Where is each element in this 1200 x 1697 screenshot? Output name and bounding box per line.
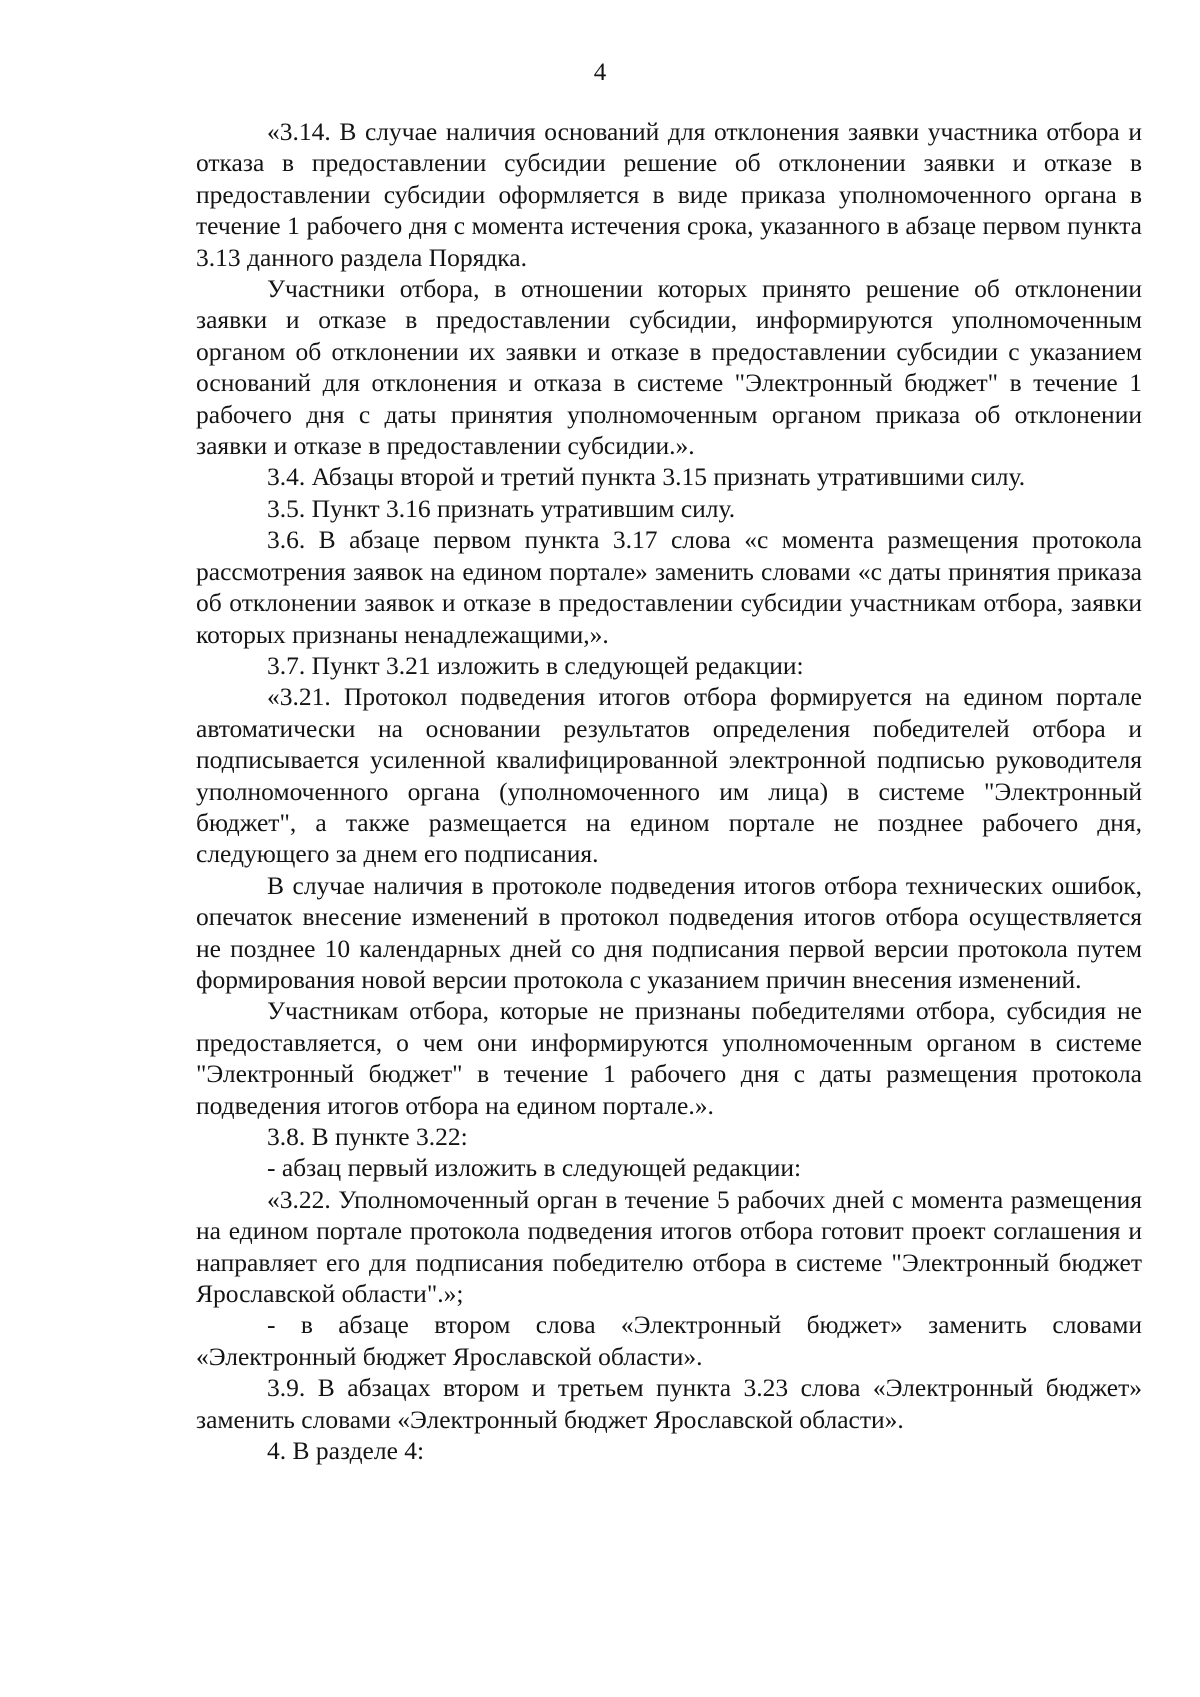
paragraph: 3.8. В пункте 3.22: bbox=[267, 1122, 468, 1151]
paragraph: 4. В разделе 4: bbox=[267, 1436, 425, 1466]
paragraph: «3.22. Уполномоченный орган в течение 5 рабочих дней с момента размещения на едином портале протокола подведения итогов отбора готовит проект соглашения и направляет его для подписания победителю отбора в системе "Электронный бюджет Ярославской области".»; bbox=[196, 1184, 1142, 1309]
paragraph: 3.5. Пункт 3.16 признать утратившим силу. bbox=[267, 493, 736, 523]
paragraph: - в абзаце втором слова «Электронный бюджет» заменить словами «Электронный бюджет Ярославской области». bbox=[196, 1310, 1142, 1371]
paragraph: В случае наличия в протоколе подведения итогов отбора технических ошибок, опечаток внесение изменений в протокол подведения итогов отбора осуществляется не позднее 10 календарных дней со дня подписания первой версии протокола путем формирования новой версии протокола с указанием причин внесения изменений. bbox=[196, 870, 1142, 994]
document-body bbox=[196, 116, 1142, 1466]
paragraph: 3.7. Пункт 3.21 изложить в следующей редакции: bbox=[267, 650, 804, 680]
page-number: 4 bbox=[593, 59, 607, 86]
paragraph: Участникам отбора, которые не признаны победителями отбора, субсидия не предоставляется, о чем они информируются уполномоченным органом в системе "Электронный бюджет" в течение 1 рабочего дня с даты размещения протокола подведения итогов отбора на едином портале.». bbox=[196, 996, 1142, 1120]
paragraph: «3.21. Протокол подведения итогов отбора формируется на едином портале автоматически на основании результатов определения победителей отбора и подписывается усиленной квалифицированной электронной подписью руководителя уполномоченного органа (уполномоченного им лица) в системе "Электронный бюджет", а также размещается на едином портале не позднее рабочего дня, следующего за днем его подписания. bbox=[196, 682, 1142, 869]
paragraph: - абзац первый изложить в следующей редакции: bbox=[267, 1153, 802, 1183]
paragraph: «3.14. В случае наличия оснований для отклонения заявки участника отбора и отказа в предоставлении субсидии решение об отклонении заявки и отказе в предоставлении субсидии оформляется в виде приказа уполномоченного органа в течение 1 рабочего дня с момента истечения срока, указанного в абзаце первом пункта 3.13 данного раздела Порядка. bbox=[196, 117, 1142, 272]
paragraph: 3.4. Абзацы второй и третий пункта 3.15 признать утратившими силу. bbox=[267, 462, 1026, 492]
paragraph: Участники отбора, в отношении которых принято решение об отклонении заявки и отказе в предоставлении субсидии, информируются уполномоченным органом об отклонении их заявки и отказе в предоставлении субсидии с указанием оснований для отклонения и отказа в системе "Электронный бюджет" в течение 1 рабочего дня с даты принятия уполномоченным органом приказа об отклонении заявки и отказе в предоставлении субсидии.». bbox=[196, 274, 1142, 461]
paragraph: 3.6. В абзаце первом пункта 3.17 слова «с момента размещения протокола рассмотрения заявок на едином портале» заменить словами «с даты принятия приказа об отклонении заявок и отказе в предоставлении субсидии участникам отбора, заявки которых признаны ненадлежащими,». bbox=[196, 525, 1142, 649]
paragraph: 3.9. В абзацах втором и третьем пункта 3.23 слова «Электронный бюджет» заменить словами «Электронный бюджет Ярославской области». bbox=[196, 1373, 1142, 1434]
